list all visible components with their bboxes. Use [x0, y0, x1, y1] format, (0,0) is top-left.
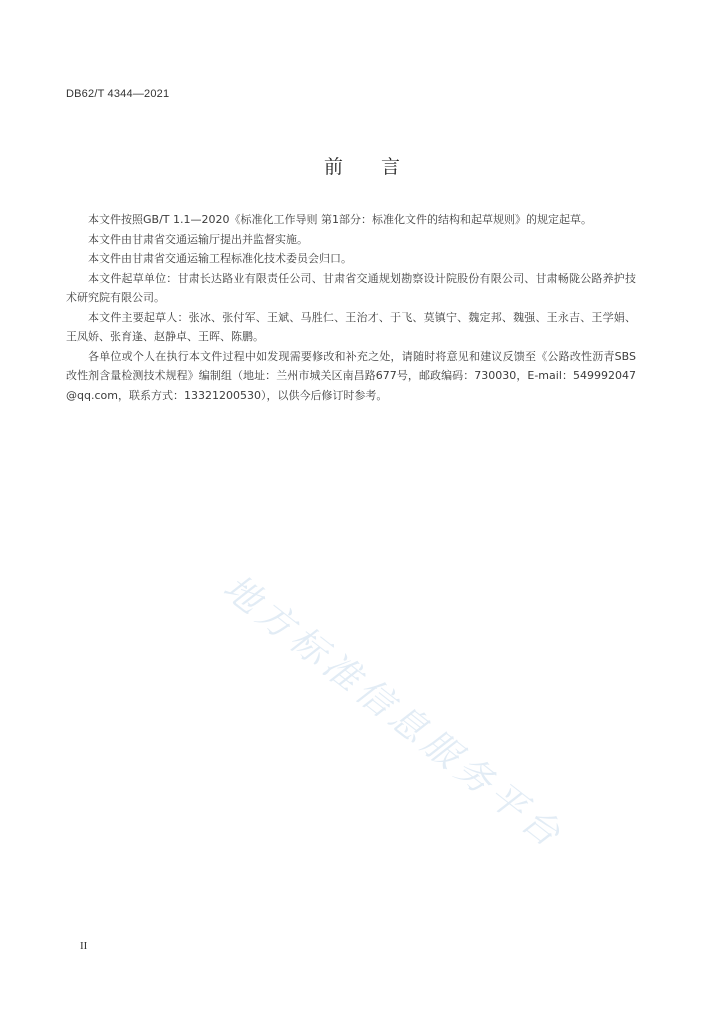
- paragraph-proposer: 本文件由甘肃省交通运输厅提出并监督实施。: [88, 232, 308, 246]
- paragraph-feedback: 各单位或个人在执行本文件过程中如发现需要修改和补充之处，请随时将意见和建议反馈至《公路改性沥青SBS改性剂含量检测技术规程》编制组（地址：兰州市城关区南昌路677号，邮政编码：730030，E-mail：549992047@qq.com，联系方式：13321200530），以供今后修订时参考。: [66, 349, 636, 402]
- paragraph-committee: 本文件由甘肃省交通运输工程标准化技术委员会归口。: [88, 252, 352, 265]
- watermark: 地方标准信息服务平台: [215, 567, 572, 858]
- paragraph-drafting-units: 本文件起草单位：甘肃长达路业有限责任公司、甘肃省交通规划勘察设计院股份有限公司、甘肃畅陇公路养护技术研究院有限公司。: [66, 271, 636, 304]
- foreword-body: [66, 210, 636, 405]
- standard-code: DB62/T 4344—2021: [66, 88, 170, 100]
- page-number: II: [80, 940, 88, 952]
- paragraph-drafters: 本文件主要起草人：张冰、张付军、王斌、马胜仁、王治才、于飞、莫镇宁、魏定邦、魏强、王永吉、王学娟、王凤娇、张育逢、赵静卓、王晖、陈鹏。: [66, 310, 636, 343]
- paragraph-drafting-rules: 本文件按照GB/T 1.1—2020《标准化工作导则 第1部分：标准化文件的结构和起草规则》的规定起草。: [88, 213, 592, 226]
- section-title: 前言: [323, 156, 438, 178]
